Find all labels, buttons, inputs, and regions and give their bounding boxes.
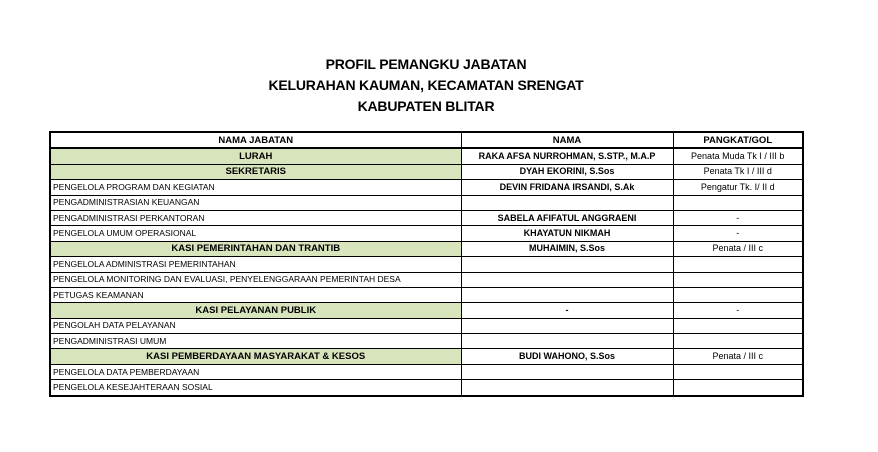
header-nama-jabatan: NAMA JABATAN (50, 132, 461, 148)
cell-nama: DYAH EKORINI, S.Sos (461, 164, 673, 179)
cell-nama-jabatan: PENGADMINISTRASI UMUM (50, 334, 461, 349)
table-row (50, 180, 803, 195)
cell-pangkat-gol: Penata / III c (673, 241, 803, 256)
cell-pangkat-gol: - (673, 303, 803, 318)
cell-pangkat-gol: Penata / III c (673, 349, 803, 364)
cell-nama: MUHAIMIN, S.Sos (461, 241, 673, 256)
table-section-row (50, 349, 803, 364)
cell-pangkat-gol (673, 272, 803, 287)
cell-nama (461, 287, 673, 302)
cell-nama-jabatan: SEKRETARIS (50, 164, 461, 179)
cell-pangkat-gol (673, 364, 803, 379)
cell-pangkat-gol: Pengatur Tk. I/ II d (673, 180, 803, 195)
cell-nama (461, 318, 673, 333)
cell-nama (461, 272, 673, 287)
title-line-2: KELURAHAN KAUMAN, KECAMATAN SRENGAT (268, 77, 584, 93)
table-row (50, 195, 803, 210)
table-section-row (50, 241, 803, 256)
cell-nama-jabatan: PENGELOLA KESEJAHTERAAN SOSIAL (50, 380, 461, 396)
table-section-row (50, 303, 803, 318)
cell-pangkat-gol: - (673, 226, 803, 241)
cell-nama (461, 334, 673, 349)
cell-nama-jabatan: PENGELOLA ADMINISTRASI PEMERINTAHAN (50, 257, 461, 272)
table-row (50, 334, 803, 349)
cell-nama: RAKA AFSA NURROHMAN, S.STP., M.A.P (461, 148, 673, 164)
cell-nama (461, 257, 673, 272)
table-row (50, 272, 803, 287)
table-row (50, 210, 803, 225)
cell-nama: SABELA AFIFATUL ANGGRAENI (461, 210, 673, 225)
cell-nama-jabatan: KASI PEMERINTAHAN DAN TRANTIB (50, 241, 461, 256)
cell-nama-jabatan: PETUGAS KEAMANAN (50, 287, 461, 302)
cell-nama-jabatan: PENGADMINISTRASI PERKANTORAN (50, 210, 461, 225)
table-header-row (50, 132, 803, 148)
cell-pangkat-gol: - (673, 210, 803, 225)
table-row (50, 364, 803, 379)
cell-pangkat-gol (673, 257, 803, 272)
cell-nama-jabatan: PENGADMINISTRASIAN KEUANGAN (50, 195, 461, 210)
cell-nama (461, 364, 673, 379)
header-nama: NAMA (461, 132, 673, 148)
cell-nama-jabatan: LURAH (50, 148, 461, 164)
cell-nama: DEVIN FRIDANA IRSANDI, S.Ak (461, 180, 673, 195)
cell-nama: KHAYATUN NIKMAH (461, 226, 673, 241)
cell-pangkat-gol: Penata Muda Tk I / III b (673, 148, 803, 164)
cell-nama-jabatan: PENGELOLA PROGRAM DAN KEGIATAN (50, 180, 461, 195)
cell-nama-jabatan: PENGELOLA UMUM OPERASIONAL (50, 226, 461, 241)
cell-nama-jabatan: PENGELOLA DATA PEMBERDAYAAN (50, 364, 461, 379)
cell-nama (461, 380, 673, 396)
cell-nama (461, 195, 673, 210)
cell-pangkat-gol: Penata Tk I / III d (673, 164, 803, 179)
cell-nama-jabatan: PENGOLAH DATA PELAYANAN (50, 318, 461, 333)
table-row (50, 380, 803, 396)
cell-pangkat-gol (673, 318, 803, 333)
table-row (50, 318, 803, 333)
cell-nama-jabatan: KASI PELAYANAN PUBLIK (50, 303, 461, 318)
title-line-3: KABUPATEN BLITAR (357, 98, 495, 114)
table-section-row (50, 148, 803, 164)
title-line-1: PROFIL PEMANGKU JABATAN (325, 56, 527, 72)
document-title (0, 54, 852, 117)
table-row (50, 287, 803, 302)
cell-nama: BUDI WAHONO, S.Sos (461, 349, 673, 364)
cell-pangkat-gol (673, 380, 803, 396)
table-row (50, 257, 803, 272)
cell-pangkat-gol (673, 195, 803, 210)
cell-nama: - (461, 303, 673, 318)
jabatan-table (49, 131, 804, 397)
table-row (50, 226, 803, 241)
cell-nama-jabatan: KASI PEMBERDAYAAN MASYARAKAT & KESOS (50, 349, 461, 364)
cell-nama-jabatan: PENGELOLA MONITORING DAN EVALUASI, PENYELENGGARAAN PEMERINTAH DESA (50, 272, 461, 287)
cell-pangkat-gol (673, 287, 803, 302)
cell-pangkat-gol (673, 334, 803, 349)
header-pangkat-gol: PANGKAT/GOL (673, 132, 803, 148)
table-section-row (50, 164, 803, 179)
